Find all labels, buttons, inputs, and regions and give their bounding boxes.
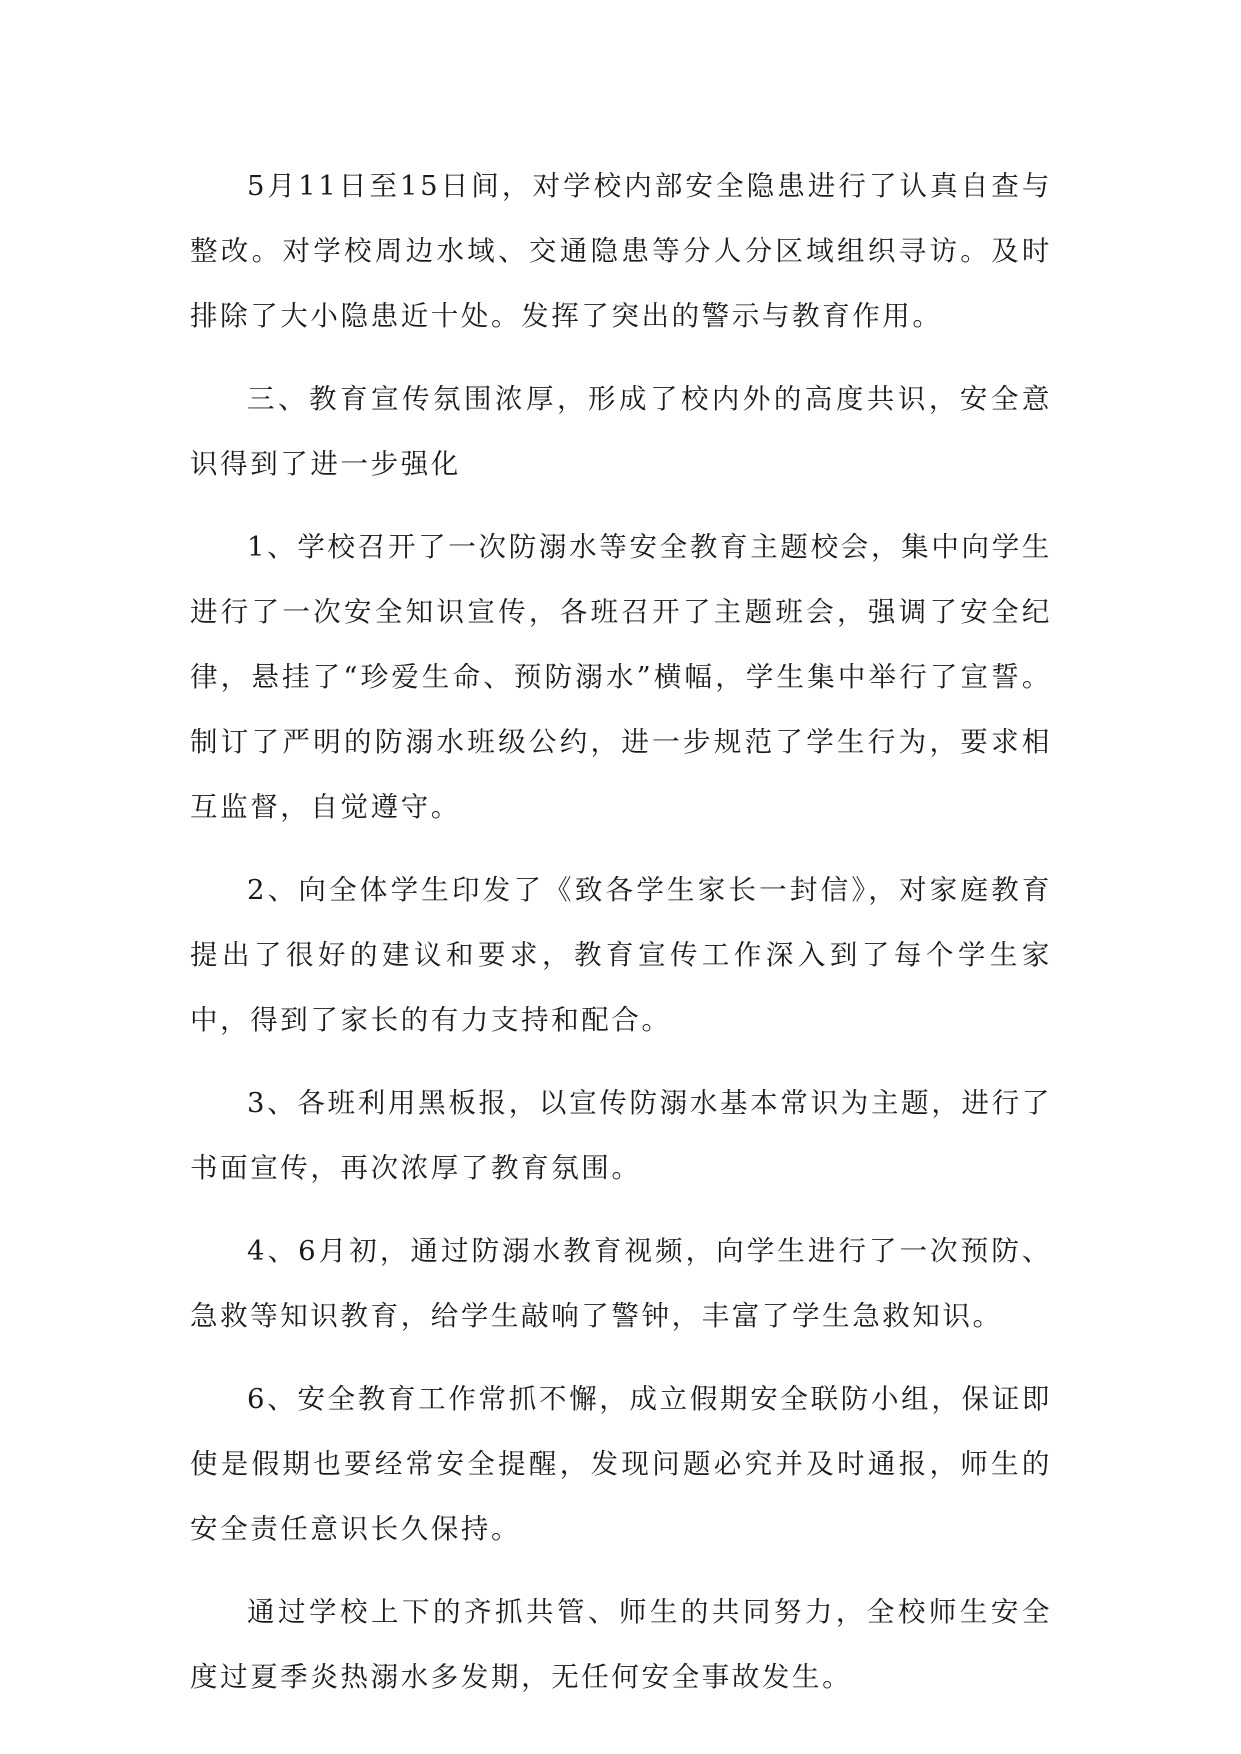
paragraph-item-3-blackboard: 3、各班利用黑板报，以宣传防溺水基本常识为主题，进行了书面宣传，再次浓厚了教育氛围。 (190, 1087, 1052, 1184)
paragraph-item-2-letter: 2、向全体学生印发了《致各学生家长一封信》，对家庭教育提出了很好的建议和要求，教育宣传工作深入到了每个学生家中，得到了家长的有力支持和配合。 (190, 874, 1052, 1036)
paragraph-conclusion: 通过学校上下的齐抓共管、师生的共同努力，全校师生安全度过夏季炎热溺水多发期，无任何安全事故发生。 (190, 1596, 1052, 1693)
section-heading-education-publicity: 三、教育宣传氛围浓厚，形成了校内外的高度共识，安全意识得到了进一步强化 (190, 383, 1052, 480)
paragraph-inspection: 5月11日至15日间，对学校内部安全隐患进行了认真自查与整改。对学校周边水域、交通隐患等分人分区域组织寻访。及时排除了大小隐患近十处。发挥了突出的警示与教育作用。 (190, 170, 1052, 332)
document-body (190, 154, 1052, 1728)
paragraph-item-1-assembly: 1、学校召开了一次防溺水等安全教育主题校会，集中向学生进行了一次安全知识宣传，各班召开了主题班会，强调了安全纪律，悬挂了“珍爱生命、预防溺水”横幅，学生集中举行了宣誓。制订了严明的防溺水班级公约，进一步规范了学生行为，要求相互监督，自觉遵守。 (190, 531, 1052, 823)
paragraph-item-6-holiday-safety: 6、安全教育工作常抓不懈，成立假期安全联防小组，保证即使是假期也要经常安全提醒，发现问题必究并及时通报，师生的安全责任意识长久保持。 (190, 1383, 1052, 1545)
paragraph-item-4-video: 4、6月初，通过防溺水教育视频，向学生进行了一次预防、急救等知识教育，给学生敲响了警钟，丰富了学生急救知识。 (190, 1235, 1052, 1332)
